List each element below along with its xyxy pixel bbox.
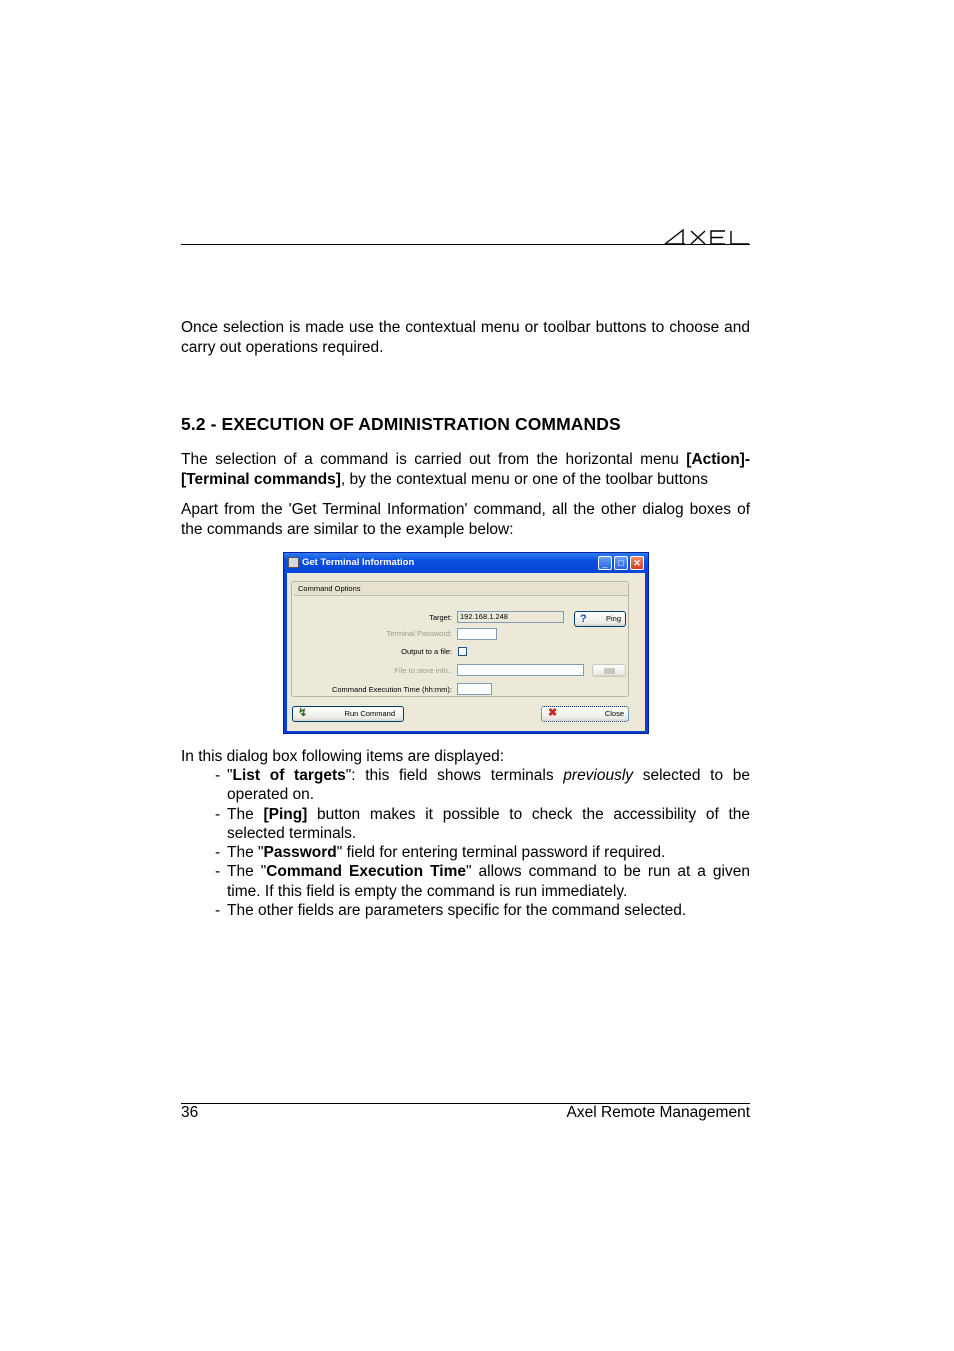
axel-logo	[663, 224, 751, 246]
time-label: Command Execution Time (hh:mm):	[331, 685, 452, 694]
output-checkbox[interactable]	[458, 647, 467, 656]
x-icon: ✖	[548, 707, 558, 719]
close-window-button[interactable]: ✕	[630, 556, 644, 570]
dialog-title-bar	[284, 553, 648, 573]
intro-paragraph: Once selection is made use the contextual menu or toolbar buttons to choose and carry out operations required.	[181, 319, 750, 356]
file-field[interactable]	[457, 664, 584, 676]
section-heading: 5.2 - EXECUTION OF ADMINISTRATION COMMANDS	[181, 414, 621, 434]
dialog-title: Get Terminal Information	[302, 557, 415, 568]
folder-icon	[604, 668, 615, 674]
list-item: - The "Command Execution Time" allows command to be run at a given time. If this field is empty the command is run immediately.	[215, 863, 750, 900]
close-label: Close	[604, 709, 624, 718]
list-item: - "List of targets": this field shows terminals previously selected to be operated on.	[215, 767, 750, 804]
target-label: Target:	[429, 613, 452, 622]
close-button[interactable]	[541, 706, 629, 722]
dialog-body	[287, 573, 645, 731]
run-command-label: Run Command	[344, 709, 395, 718]
get-terminal-information-dialog	[283, 552, 649, 734]
browse-button[interactable]	[592, 664, 626, 677]
ping-button[interactable]	[574, 611, 626, 627]
question-icon: ?	[580, 613, 587, 625]
password-label: Terminal Password:	[386, 629, 452, 638]
group-title: Command Options	[294, 583, 628, 596]
run-command-button[interactable]	[292, 706, 404, 722]
maximize-button[interactable]: □	[614, 556, 628, 570]
list-item: - The [Ping] button makes it possible to check the accessibility of the selected terminals.	[215, 805, 751, 842]
run-icon: ↯	[298, 707, 308, 719]
target-field[interactable]: 192.168.1.248	[457, 611, 564, 623]
minimize-button[interactable]: _	[598, 556, 612, 570]
app-icon	[288, 557, 299, 568]
page-number: 36	[181, 1104, 199, 1121]
ping-label: Ping	[605, 614, 621, 623]
item-list	[215, 766, 750, 920]
list-item: - The other fields are parameters specific for the command selected.	[215, 902, 687, 920]
section-paragraph-1: The selection of a command is carried out from the horizontal menu [Action]-[Terminal commands], by the contextual menu or one of the toolbar buttons	[181, 451, 750, 488]
header-rule	[181, 244, 750, 245]
footer-title: Axel Remote Management	[566, 1104, 750, 1121]
file-label: File to store info.:	[394, 666, 452, 675]
list-intro: In this dialog box following items are displayed:	[181, 748, 505, 765]
time-field[interactable]	[457, 683, 492, 695]
section-paragraph-2: Apart from the 'Get Terminal Information' command, all the other dialog boxes of the commands are similar to the example below:	[181, 501, 750, 538]
command-options-group	[291, 581, 629, 697]
list-item: - The "Password" field for entering terminal password if required.	[215, 844, 666, 862]
output-label: Output to a file:	[401, 647, 452, 656]
password-field[interactable]	[457, 628, 497, 640]
